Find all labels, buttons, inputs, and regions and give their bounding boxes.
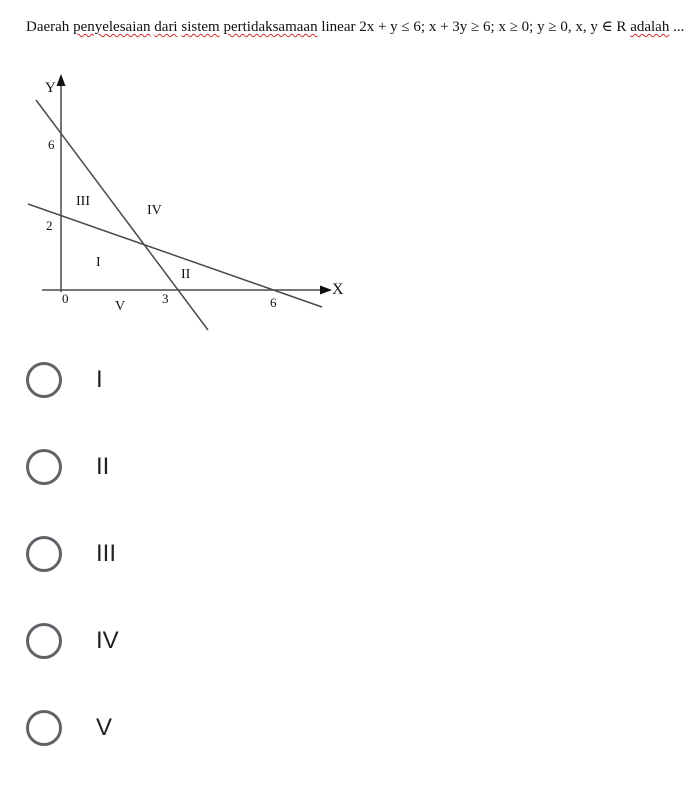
line-x-plus-3y-eq-6 <box>28 204 322 307</box>
option-ii[interactable] <box>26 449 426 536</box>
x-tick-3: 3 <box>162 291 169 306</box>
option-v[interactable] <box>26 710 426 797</box>
question-word: dari <box>154 19 178 35</box>
origin-label: 0 <box>62 291 69 306</box>
question-word: penyelesaian <box>73 19 151 35</box>
answer-options <box>26 362 426 797</box>
radio-button[interactable] <box>26 449 62 485</box>
question-text <box>26 17 694 38</box>
radio-button[interactable] <box>26 536 62 572</box>
region-label-iii: III <box>76 194 90 209</box>
region-label-ii: II <box>181 267 191 282</box>
question-segment: ... <box>669 19 685 35</box>
radio-button[interactable] <box>26 710 62 746</box>
x-tick-6: 6 <box>270 295 277 310</box>
radio-button[interactable] <box>26 623 62 659</box>
y-axis-label: Y <box>45 80 56 96</box>
x-axis-arrow <box>320 286 332 295</box>
option-i[interactable] <box>26 362 426 449</box>
region-label-v: V <box>115 299 126 314</box>
option-iii[interactable] <box>26 536 426 623</box>
y-tick-2: 2 <box>46 218 53 233</box>
y-tick-6: 6 <box>48 137 55 152</box>
question-word: adalah <box>630 19 670 35</box>
option-iv[interactable] <box>26 623 426 710</box>
question-word: pertidaksamaan <box>223 19 318 35</box>
x-axis-label: X <box>332 281 344 298</box>
inequality-graph <box>26 70 356 340</box>
region-label-i: I <box>96 255 101 270</box>
option-label: IV <box>96 627 119 654</box>
option-label: II <box>96 453 110 480</box>
question-word: sistem <box>181 19 220 35</box>
option-label: V <box>96 714 113 741</box>
region-label-iv: IV <box>147 203 162 218</box>
radio-button[interactable] <box>26 362 62 398</box>
question-segment: Daerah <box>26 19 74 35</box>
y-axis-arrow <box>57 74 66 86</box>
option-label: I <box>96 366 103 393</box>
option-label: III <box>96 540 117 567</box>
question-segment: linear 2x + y ≤ 6; x + 3y ≥ 6; x ≥ 0; y ≥ 0, x, y ∈ R <box>317 19 631 35</box>
